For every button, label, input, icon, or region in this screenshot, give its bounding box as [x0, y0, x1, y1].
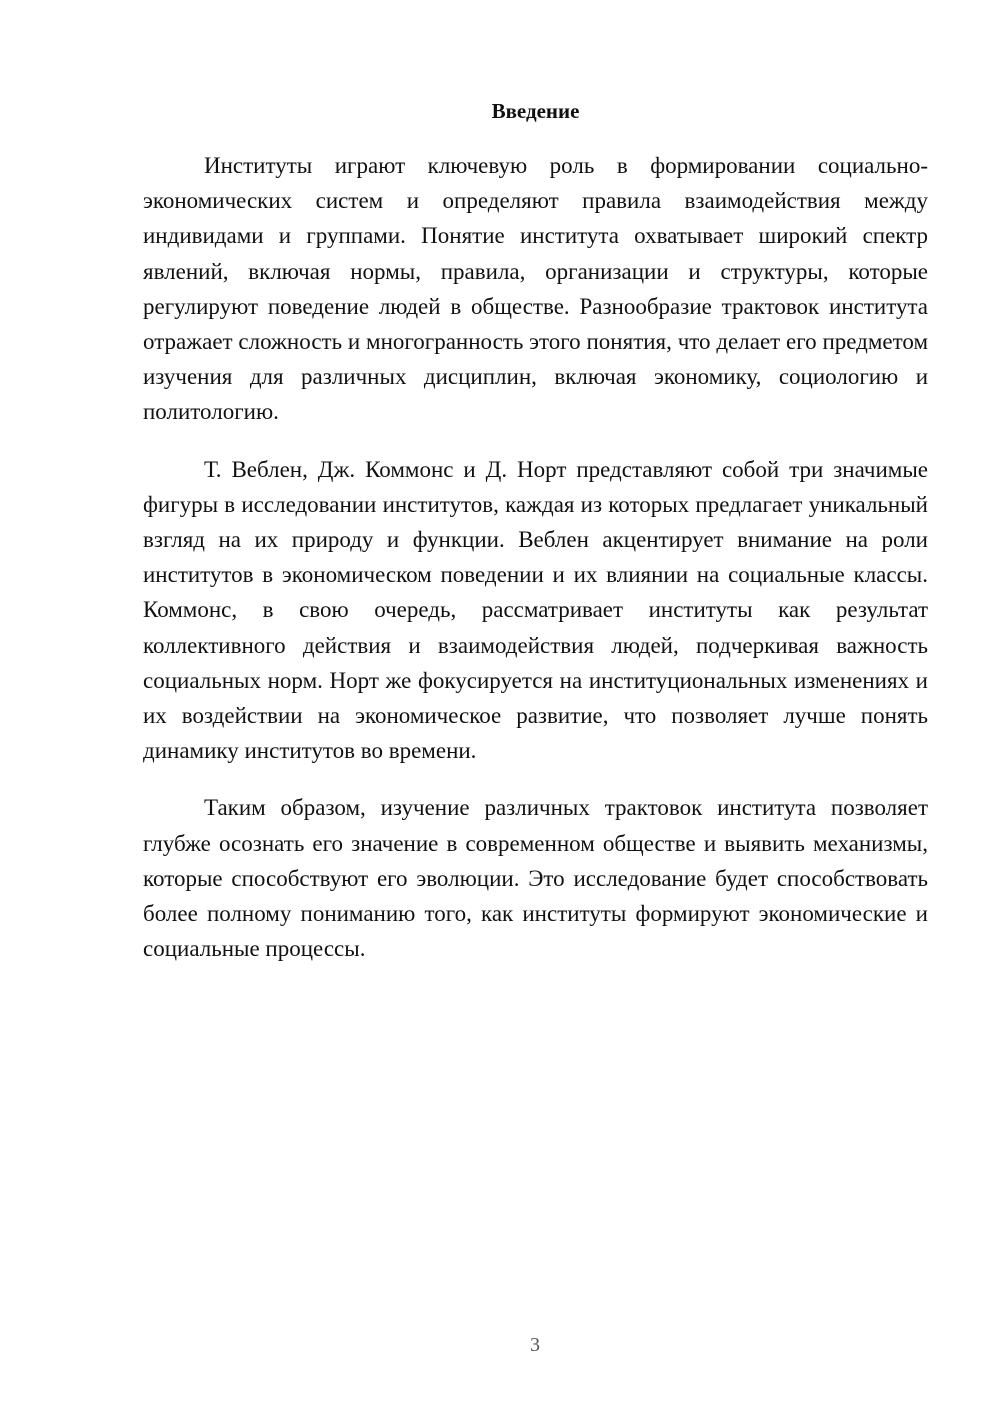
paragraph-3: Таким образом, изучение различных трактовок института позволяет глубже осознать его значение в современном обществе и выявить механизмы, которые способствуют его эволюции. Это исследование будет способствовать более полному пониманию того, как институты формируют экономические и социальные процессы.: [143, 795, 928, 962]
paragraph-1: Институты играют ключевую роль в формировании социально-экономических систем и определяют правила взаимодействия между индивидами и группами. Понятие института охватывает широкий спектр явлений, включая нормы, правила, организации и структуры, которые регулируют поведение людей в обществе. Разнообразие трактовок института отражает сложность и многогранность этого понятия, что делает его предметом изучения для различных дисциплин, включая экономику, социологию и политологию.: [143, 153, 928, 425]
section-heading: Введение: [491, 99, 580, 123]
document-body: [143, 98, 928, 966]
paragraph-2: Т. Веблен, Дж. Коммонс и Д. Норт представляют собой три значимые фигуры в исследовании институтов, каждая из которых предлагает уникальный взгляд на их природу и функции. Веблен акцентирует внимание на роли институтов в экономическом поведении и их влиянии на социальные классы. Коммонс, в свою очередь, рассматривает институты как результат коллективного действия и взаимодействия людей, подчеркивая важность социальных норм. Норт же фокусируется на институциональных изменениях и их воздействии на экономическое развитие, что позволяет лучше понять динамику институтов во времени.: [143, 456, 928, 764]
page-number: 3: [530, 1334, 540, 1356]
